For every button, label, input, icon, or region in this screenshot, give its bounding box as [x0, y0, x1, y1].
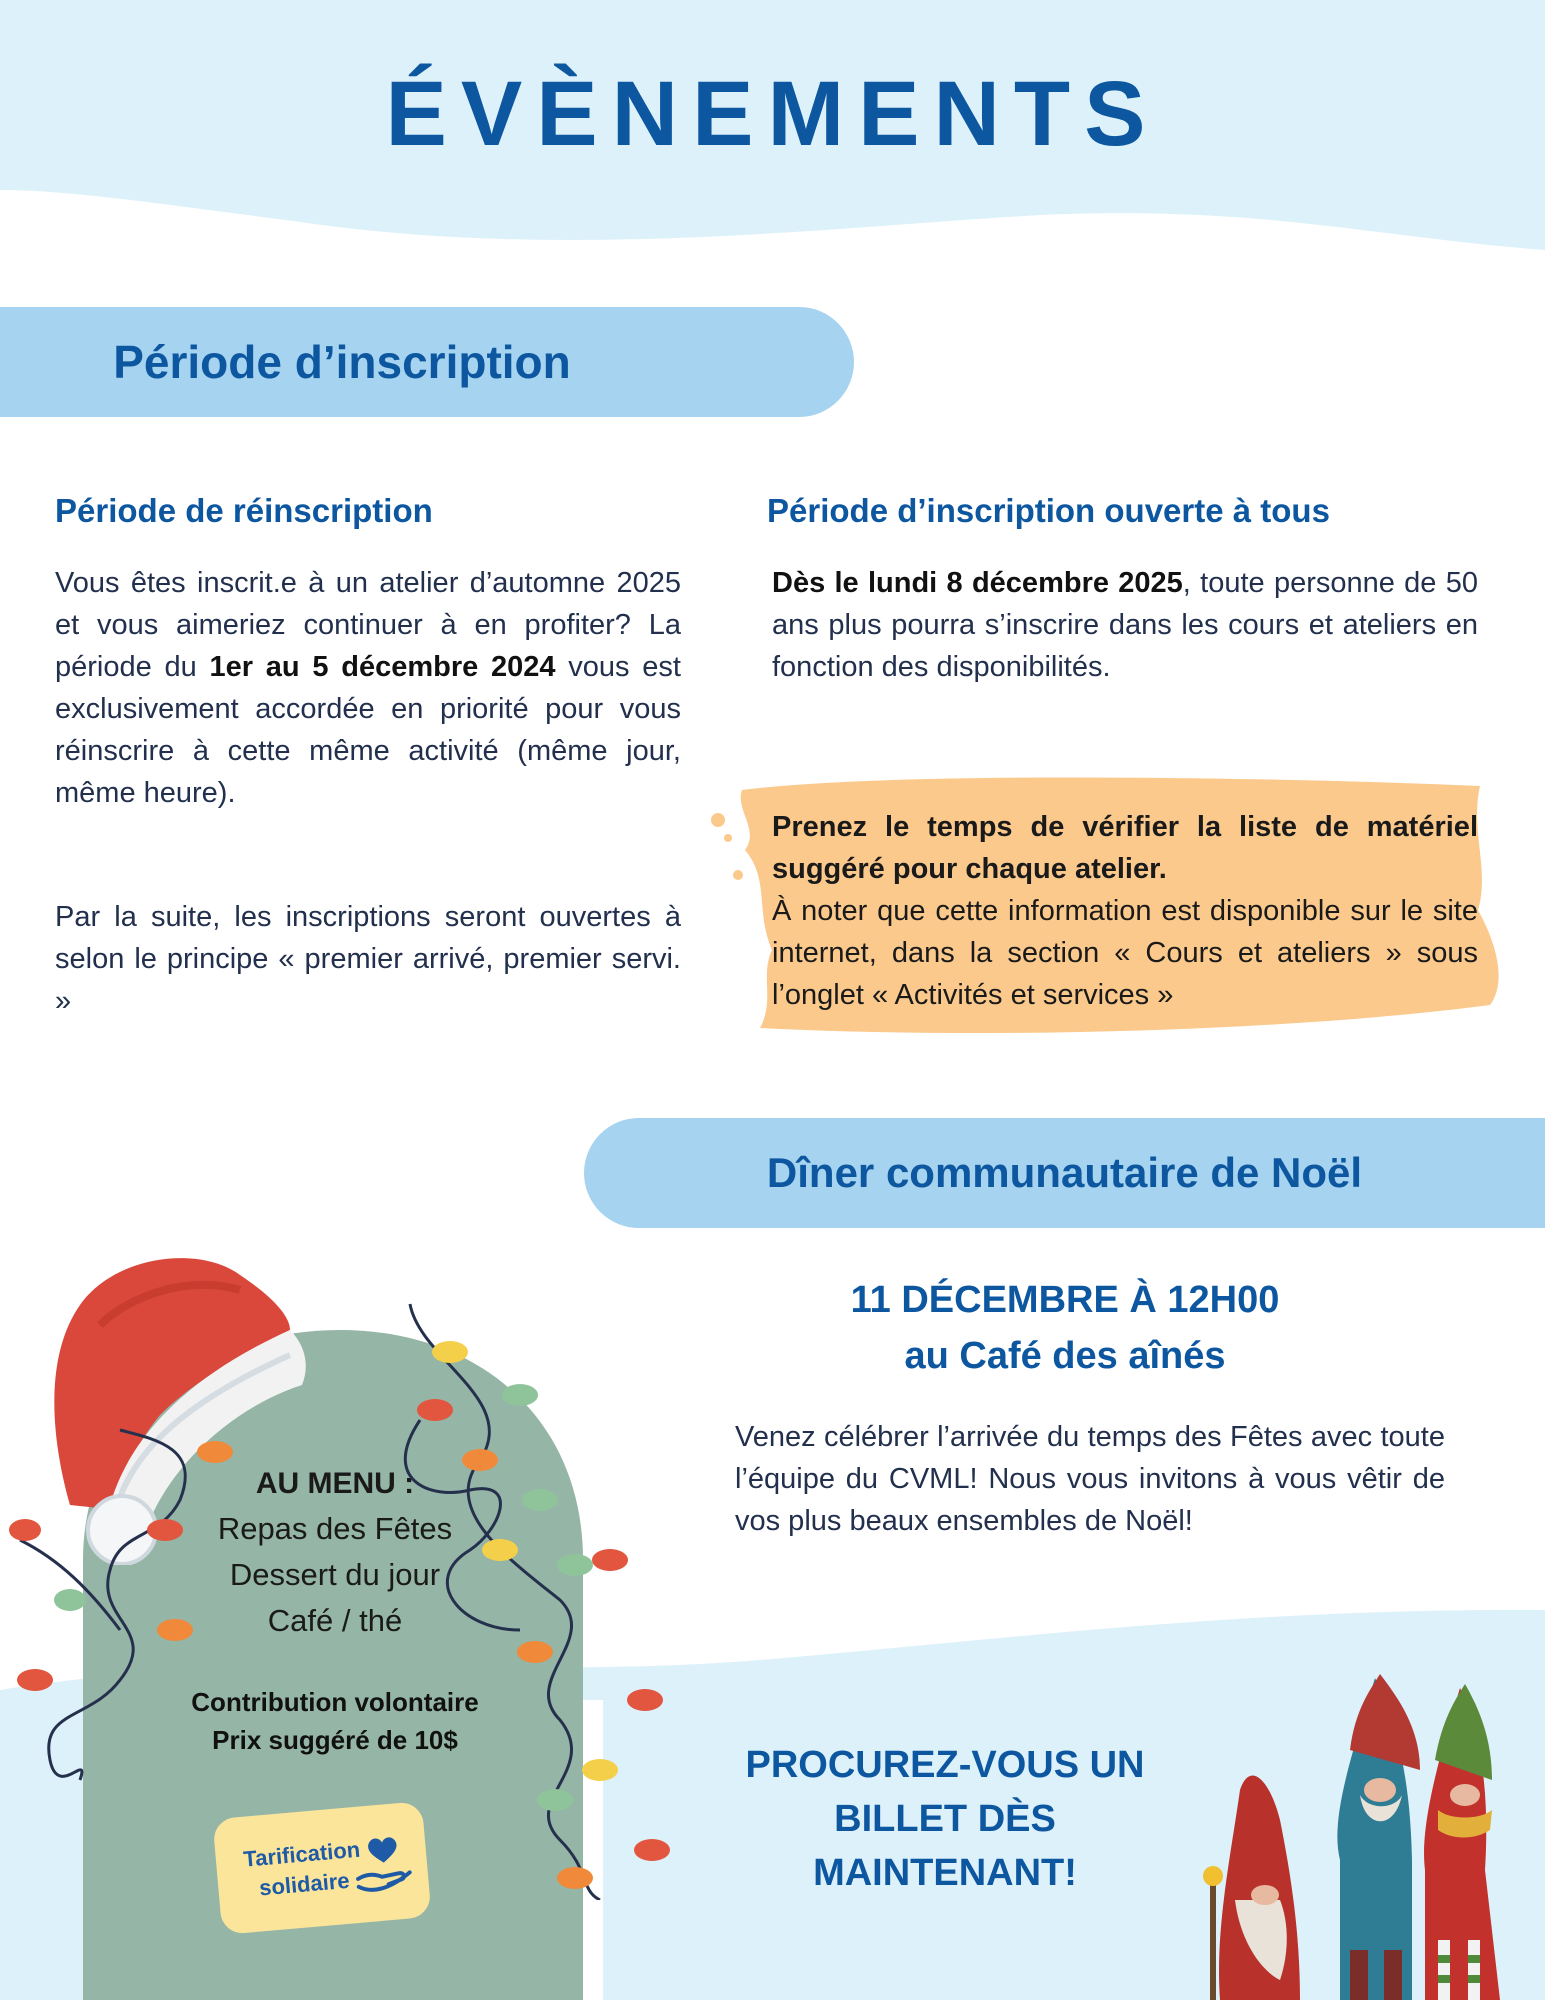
materials-note	[772, 806, 1478, 1016]
materials-note-bold: Prenez le temps de vérifier la liste de matériel suggéré pour chaque atelier.	[772, 811, 1478, 885]
reinscription-paragraph-1	[55, 562, 681, 814]
badge-line-1: Tarification	[242, 1836, 362, 1872]
reinscription-paragraph-2: Par la suite, les inscriptions seront ouvertes à selon le principe « premier arrivé, premier servi. »	[55, 901, 681, 1017]
badge-line-2: solidaire	[258, 1867, 351, 1901]
event-date	[760, 1272, 1370, 1384]
registration-section-title: Période d’inscription	[113, 336, 571, 388]
contribution-line-2: Prix suggéré de 10$	[212, 1725, 458, 1755]
registration-section-header	[0, 307, 854, 417]
cta-line-3: MAINTENANT!	[813, 1852, 1077, 1894]
dinner-section-title: Dîner communautaire de Noël	[766, 1149, 1363, 1196]
ticket-call-to-action	[690, 1738, 1200, 1900]
cta-line-2: BILLET DÈS	[834, 1798, 1056, 1840]
menu-item: Café / thé	[267, 1603, 403, 1638]
reinscription-heading: Période de réinscription	[55, 492, 433, 529]
materials-note-text: À noter que cette information est disponible sur le site internet, dans la section « Cours et ateliers » sous l’onglet « Activités et services »	[772, 895, 1478, 1011]
dinner-section-header	[584, 1118, 1545, 1228]
christmas-lights-icon	[0, 1300, 680, 1900]
open-registration-text: , toute personne de 50 ans plus pourra s’inscrire dans les cours et ateliers en fonction des disponibilités.	[772, 567, 1478, 683]
dinner-description: Venez célébrer l’arrivée du temps des Fêtes avec toute l’équipe du CVML! Nous vous invitons à vous vêtir de vos plus beaux ensembles de Noël!	[735, 1421, 1445, 1537]
event-date-line-2: au Café des aînés	[904, 1335, 1226, 1377]
open-registration-heading: Période d’inscription ouverte à tous	[767, 492, 1330, 529]
gnomes-illustration	[1180, 1670, 1545, 2000]
reinscription-text-a: Vous êtes inscrit.e à un atelier d’automne 2025 et vous aimeriez continuer à en profiter? La période du	[55, 567, 681, 683]
reinscription-dates: 1er au 5 décembre 2024	[209, 651, 556, 683]
menu-item: Dessert du jour	[229, 1557, 441, 1592]
event-date-line-1: 11 DÉCEMBRE À 12H00	[850, 1279, 1280, 1321]
cta-line-1: PROCUREZ-VOUS UN	[745, 1744, 1145, 1786]
page-title: ÉVÈNEMENTS	[385, 63, 1160, 165]
open-registration-date: Dès le lundi 8 décembre 2025	[772, 567, 1183, 599]
menu-title: AU MENU :	[255, 1467, 415, 1500]
reinscription-text-b: vous est exclusivement accordée en priorité pour vous réinscrire à cette même activité (même jour, même heure).	[55, 651, 681, 809]
open-registration-paragraph	[772, 562, 1478, 688]
menu-item: Repas des Fêtes	[217, 1511, 453, 1546]
contribution-line-1: Contribution volontaire	[191, 1687, 479, 1717]
